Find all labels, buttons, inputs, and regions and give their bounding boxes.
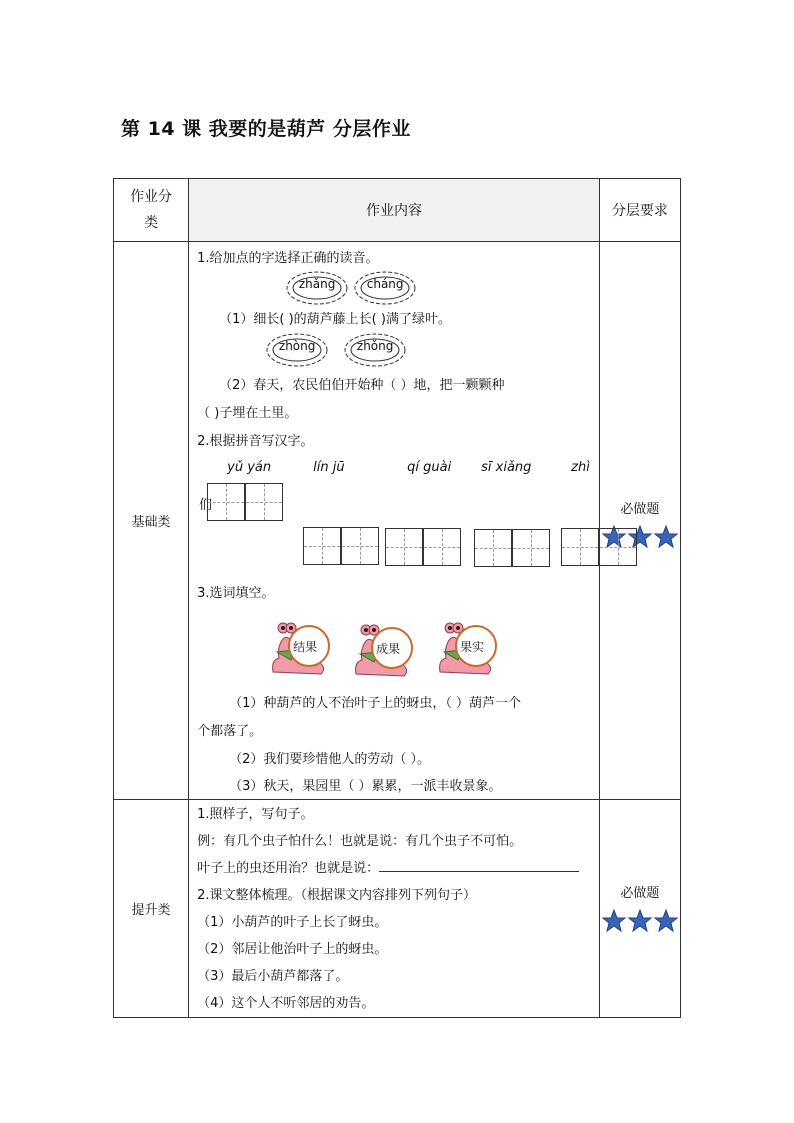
q2-prefix-char: 们 — [199, 498, 213, 513]
table-row-basic — [114, 242, 681, 800]
basic-q1-line2: （2）春天，农民伯伯开始种（ ）地，把一颗颗种 — [219, 378, 505, 393]
adv-q1-task: 叶子上的虫还用治？也就是说： — [197, 857, 579, 876]
adv-q1-title: 1.照样子，写句子。 — [197, 807, 314, 822]
header-category: 作业分 类 — [114, 179, 189, 242]
basic-q3-title: 3.选词填空。 — [197, 586, 275, 601]
snail-word-card — [436, 620, 500, 676]
tianzi-box[interactable] — [303, 527, 341, 565]
basic-q3-line2: 个都落了。 — [197, 724, 263, 739]
basic-q3-line4: （3）秋天，果园里（ ）累累，一派丰收景象。 — [229, 779, 502, 794]
pinyin-text: sī xiǎng — [481, 460, 532, 475]
list-item: （2）邻居让他治叶子上的蚜虫。 — [197, 942, 388, 957]
answer-blank-line[interactable] — [379, 859, 579, 872]
tianzi-box[interactable] — [385, 528, 423, 566]
pinyin-text: lín jū — [313, 460, 345, 475]
content-advanced — [189, 800, 600, 1018]
category-basic: 基础类 — [114, 242, 189, 800]
requirement-label: 必做题 — [620, 886, 660, 901]
pinyin-text: qí guài — [407, 460, 452, 475]
tianzi-box[interactable] — [245, 483, 283, 521]
pinyin-option-flower — [285, 270, 349, 306]
snail-word: 成果 — [376, 642, 401, 656]
basic-q2-title: 2.根据拼音写汉字。 — [197, 434, 314, 449]
writing-grid — [561, 528, 637, 566]
tianzi-box[interactable] — [341, 527, 379, 565]
pinyin-option-flower — [343, 332, 407, 368]
list-item: （1）小葫芦的叶子上长了蚜虫。 — [197, 915, 388, 930]
table-row-advanced — [114, 800, 681, 1018]
snail-word: 结果 — [293, 640, 318, 654]
three-stars-icon — [602, 909, 678, 935]
pinyin-option: zhòng — [278, 339, 316, 353]
tianzi-box[interactable] — [512, 529, 550, 567]
table-header-row — [114, 179, 681, 242]
requirement-label: 必做题 — [620, 502, 660, 517]
pinyin-option: zhǎng — [298, 277, 336, 291]
content-basic — [189, 242, 600, 800]
snail-word-card — [352, 622, 416, 678]
page-title: 第 14 课 我要的是葫芦 分层作业 — [121, 118, 411, 140]
header-content: 作业内容 — [189, 179, 600, 242]
snail-word-card — [269, 620, 333, 676]
list-item: （3）最后小葫芦都落了。 — [197, 969, 349, 984]
basic-q3-line3: （2）我们要珍惜他人的劳动（ ）。 — [229, 752, 431, 767]
snail-word: 果实 — [460, 640, 485, 654]
writing-grid — [474, 529, 550, 567]
adv-q1-example: 例：有几个虫子怕什么！也就是说：有几个虫子不可怕。 — [197, 834, 523, 849]
adv-q2-title: 2.课文整体梳理。（根据课文内容排列下列句子） — [197, 888, 477, 903]
list-item: （4）这个人不听邻居的劝告。 — [197, 996, 375, 1011]
basic-q1-line1: （1）细长( )的葫芦藤上长( )满了绿叶。 — [219, 312, 451, 327]
pinyin-option-flower — [353, 270, 417, 306]
header-requirement: 分层要求 — [599, 179, 680, 242]
writing-grid — [303, 527, 379, 565]
tianzi-box[interactable] — [474, 529, 512, 567]
writing-grid — [385, 528, 461, 566]
requirement-advanced — [599, 800, 680, 1018]
tianzi-box[interactable] — [423, 528, 461, 566]
requirement-basic — [599, 242, 680, 800]
basic-q1-line3: （ )子埋在土里。 — [197, 406, 298, 421]
pinyin-text: yǔ yán — [227, 460, 272, 475]
pinyin-text: zhì — [571, 460, 590, 475]
basic-q3-line1: （1）种葫芦的人不治叶子上的蚜虫，（ ）葫芦一个 — [229, 696, 522, 711]
tianzi-box[interactable] — [207, 483, 245, 521]
pinyin-option-flower — [265, 332, 329, 368]
tianzi-box[interactable] — [599, 528, 637, 566]
pinyin-option: zhǒng — [356, 339, 394, 353]
pinyin-option: cháng — [366, 277, 404, 291]
writing-grid — [207, 483, 283, 521]
homework-table — [113, 178, 681, 1018]
basic-q1-title: 1.给加点的字选择正确的读音。 — [197, 251, 379, 266]
tianzi-box[interactable] — [561, 528, 599, 566]
category-advanced: 提升类 — [114, 800, 189, 1018]
